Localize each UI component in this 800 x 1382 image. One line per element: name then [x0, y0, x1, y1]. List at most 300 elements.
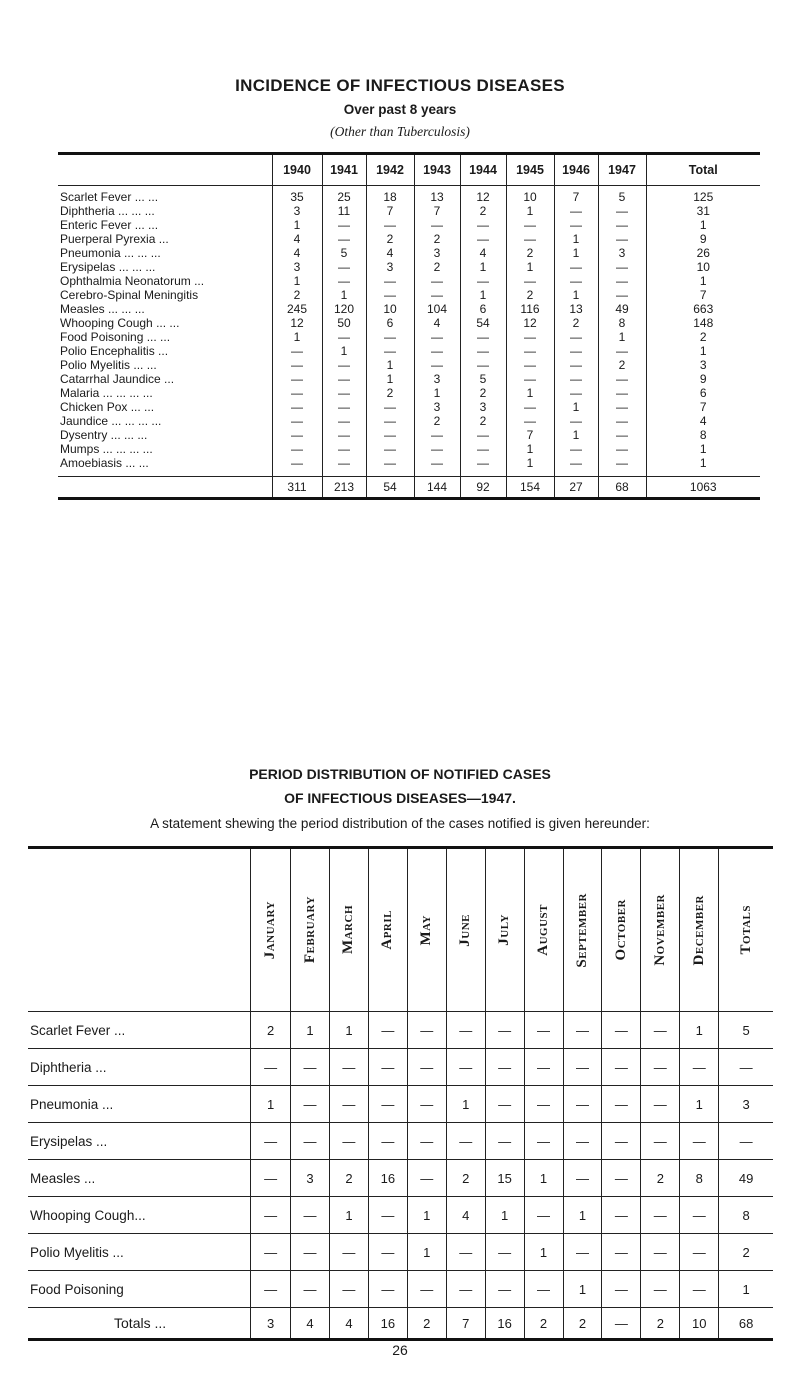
disease-label: Whooping Cough ... ...: [60, 316, 180, 330]
incidence-row: [58, 400, 760, 414]
incidence-cell: —: [554, 386, 598, 400]
period-row: [28, 1197, 773, 1234]
incidence-cell: —: [460, 442, 506, 456]
incidence-row: [58, 232, 760, 246]
incidence-cell: 9: [646, 232, 760, 246]
period-cell: —: [641, 1012, 680, 1049]
incidence-cell: —: [414, 456, 460, 477]
period-cell: —: [368, 1234, 407, 1271]
disease-label: Catarrhal Jaundice ...: [60, 372, 175, 386]
incidence-cell: —: [322, 428, 366, 442]
disease-label: Polio Myelitis ... ...: [60, 358, 157, 372]
incidence-cell: —: [554, 218, 598, 232]
incidence-cell: 1: [506, 260, 554, 274]
incidence-header-year: 1947: [598, 154, 646, 186]
disease-label: Polio Encephalitis ...: [60, 344, 169, 358]
incidence-row: [58, 218, 760, 232]
period-total-cell: 2: [407, 1308, 446, 1340]
period-cell: 1: [407, 1197, 446, 1234]
incidence-cell: 1: [646, 274, 760, 288]
incidence-total-cell: 68: [598, 477, 646, 499]
disease-label: Erysipelas ... ... ...: [60, 260, 156, 274]
period-cell: —: [291, 1086, 330, 1123]
incidence-table: [58, 152, 760, 500]
incidence-cell: 5: [322, 246, 366, 260]
period-cell: 1: [524, 1234, 563, 1271]
incidence-row: [58, 442, 760, 456]
period-row: [28, 1234, 773, 1271]
period-cell: 1: [719, 1271, 773, 1308]
period-cell: 4: [446, 1197, 485, 1234]
incidence-cell: —: [414, 274, 460, 288]
period-total-cell: 3: [251, 1308, 291, 1340]
period-cell: —: [368, 1049, 407, 1086]
incidence-cell: —: [322, 218, 366, 232]
incidence-total-cell: 1063: [646, 477, 760, 499]
incidence-cell: 1: [366, 372, 414, 386]
period-header-month: [368, 848, 407, 1012]
incidence-cell: —: [366, 274, 414, 288]
period-header-label: April: [379, 910, 396, 950]
period-cell: —: [291, 1197, 330, 1234]
period-cell: 1: [407, 1234, 446, 1271]
incidence-cell: —: [272, 358, 322, 372]
period-cell: —: [329, 1049, 368, 1086]
incidence-cell: 6: [366, 316, 414, 330]
period-disease-label: Diphtheria ...: [28, 1049, 251, 1086]
period-header-month: [524, 848, 563, 1012]
period-header-month: [329, 848, 368, 1012]
incidence-cell: —: [506, 372, 554, 386]
period-cell: 1: [563, 1271, 602, 1308]
incidence-cell: 1: [322, 344, 366, 358]
disease-label: Dysentry ... ... ...: [60, 428, 148, 442]
incidence-cell: 35: [272, 186, 322, 205]
incidence-row: [58, 414, 760, 428]
incidence-cell: —: [414, 428, 460, 442]
period-row: [28, 1123, 773, 1160]
period-cell: —: [446, 1012, 485, 1049]
incidence-cell: 4: [272, 232, 322, 246]
period-cell: —: [329, 1123, 368, 1160]
incidence-cell: —: [506, 330, 554, 344]
period-cell: —: [680, 1271, 719, 1308]
incidence-row: [58, 246, 760, 260]
incidence-cell: 120: [322, 302, 366, 316]
period-cell: 2: [446, 1160, 485, 1197]
period-cell: —: [407, 1012, 446, 1049]
incidence-cell: 4: [460, 246, 506, 260]
period-title-line1: PERIOD DISTRIBUTION OF NOTIFIED CASES: [249, 766, 551, 782]
incidence-cell: —: [366, 344, 414, 358]
incidence-cell: 1: [506, 204, 554, 218]
period-cell: —: [602, 1049, 641, 1086]
period-cell: 1: [563, 1197, 602, 1234]
period-cell: —: [329, 1086, 368, 1123]
incidence-cell: 2: [646, 330, 760, 344]
disease-label: Ophthalmia Neonatorum ...: [60, 274, 205, 288]
period-cell: 1: [485, 1197, 524, 1234]
incidence-cell: 1: [646, 456, 760, 477]
incidence-cell: —: [554, 260, 598, 274]
incidence-total-cell: 144: [414, 477, 460, 499]
period-cell: —: [641, 1086, 680, 1123]
incidence-cell: 10: [646, 260, 760, 274]
period-totals-label: Totals ...: [28, 1308, 251, 1340]
incidence-note: (Other than Tuberculosis): [330, 124, 470, 139]
period-cell: —: [602, 1234, 641, 1271]
incidence-cell: 1: [460, 288, 506, 302]
incidence-cell: —: [460, 330, 506, 344]
incidence-subtitle: Over past 8 years: [343, 102, 457, 117]
incidence-cell: —: [322, 414, 366, 428]
incidence-cell: 1: [506, 442, 554, 456]
incidence-cell: —: [554, 330, 598, 344]
period-cell: —: [680, 1197, 719, 1234]
incidence-row: [58, 330, 760, 344]
incidence-total-cell: 311: [272, 477, 322, 499]
incidence-cell: 116: [506, 302, 554, 316]
period-cell: —: [641, 1234, 680, 1271]
incidence-cell: —: [598, 204, 646, 218]
incidence-cell: —: [366, 288, 414, 302]
incidence-cell: —: [506, 414, 554, 428]
incidence-cell: —: [506, 358, 554, 372]
incidence-cell: 25: [322, 186, 366, 205]
incidence-cell: —: [598, 288, 646, 302]
period-cell: —: [602, 1271, 641, 1308]
incidence-cell: —: [598, 232, 646, 246]
incidence-total-cell: 154: [506, 477, 554, 499]
period-row: [28, 1049, 773, 1086]
incidence-cell: 1: [554, 400, 598, 414]
incidence-cell: —: [554, 358, 598, 372]
incidence-cell: 4: [272, 246, 322, 260]
incidence-cell: 148: [646, 316, 760, 330]
disease-label: Enteric Fever ... ...: [60, 218, 159, 232]
incidence-title: INCIDENCE OF INFECTIOUS DISEASES: [235, 76, 565, 95]
incidence-cell: 13: [414, 186, 460, 205]
disease-label: Mumps ... ... ... ...: [60, 442, 153, 456]
period-cell: 1: [680, 1012, 719, 1049]
period-cell: 2: [719, 1234, 773, 1271]
period-cell: 1: [524, 1160, 563, 1197]
incidence-row: [58, 456, 760, 477]
incidence-cell: —: [322, 274, 366, 288]
incidence-cell: —: [460, 232, 506, 246]
incidence-header-row: [58, 154, 760, 186]
period-cell: —: [563, 1123, 602, 1160]
period-header-month: [602, 848, 641, 1012]
period-disease-label: Pneumonia ...: [28, 1086, 251, 1123]
disease-label: Measles ... ... ...: [60, 302, 145, 316]
incidence-cell: 1: [554, 428, 598, 442]
period-total-cell: 7: [446, 1308, 485, 1340]
incidence-totals-row: [58, 477, 760, 499]
incidence-cell: —: [506, 232, 554, 246]
period-cell: —: [251, 1160, 291, 1197]
incidence-row: [58, 428, 760, 442]
incidence-cell: 12: [460, 186, 506, 205]
disease-label: Puerperal Pyrexia ...: [60, 232, 169, 246]
incidence-cell: 2: [460, 414, 506, 428]
period-header-row: [28, 848, 773, 1012]
incidence-cell: —: [322, 372, 366, 386]
incidence-header-year: 1943: [414, 154, 460, 186]
period-cell: —: [251, 1123, 291, 1160]
period-statement: A statement shewing the period distribution of the cases notified is given hereunder:: [150, 816, 650, 831]
incidence-cell: —: [322, 442, 366, 456]
incidence-cell: 2: [414, 414, 460, 428]
incidence-cell: 50: [322, 316, 366, 330]
incidence-cell: 663: [646, 302, 760, 316]
incidence-cell: 2: [272, 288, 322, 302]
period-cell: —: [602, 1086, 641, 1123]
period-total-cell: —: [602, 1308, 641, 1340]
incidence-cell: 4: [366, 246, 414, 260]
incidence-cell: 5: [460, 372, 506, 386]
period-cell: —: [524, 1086, 563, 1123]
incidence-cell: 31: [646, 204, 760, 218]
period-total-cell: 16: [485, 1308, 524, 1340]
incidence-cell: 2: [460, 386, 506, 400]
period-cell: —: [602, 1123, 641, 1160]
incidence-cell: 3: [646, 358, 760, 372]
period-header-label: June: [457, 913, 474, 947]
incidence-cell: —: [272, 428, 322, 442]
incidence-cell: 2: [506, 288, 554, 302]
incidence-row: [58, 386, 760, 400]
period-cell: —: [291, 1234, 330, 1271]
disease-label: Chicken Pox ... ...: [60, 400, 155, 414]
incidence-cell: 125: [646, 186, 760, 205]
incidence-total-cell: 213: [322, 477, 366, 499]
incidence-cell: 49: [598, 302, 646, 316]
incidence-cell: 1: [554, 232, 598, 246]
period-header-month: [719, 848, 773, 1012]
period-disease-label: Polio Myelitis ...: [28, 1234, 251, 1271]
period-cell: —: [680, 1234, 719, 1271]
incidence-cell: 18: [366, 186, 414, 205]
incidence-header-year: 1941: [322, 154, 366, 186]
period-header-label: March: [340, 905, 357, 955]
incidence-row: [58, 288, 760, 302]
period-cell: —: [446, 1123, 485, 1160]
period-cell: —: [563, 1086, 602, 1123]
period-cell: —: [368, 1123, 407, 1160]
incidence-cell: —: [506, 274, 554, 288]
period-header-month: [251, 848, 291, 1012]
incidence-row: [58, 316, 760, 330]
incidence-cell: —: [554, 344, 598, 358]
period-cell: —: [602, 1012, 641, 1049]
period-header-label: December: [690, 894, 707, 966]
incidence-cell: 3: [414, 246, 460, 260]
period-header-month: [291, 848, 330, 1012]
incidence-cell: 2: [460, 204, 506, 218]
incidence-cell: 54: [460, 316, 506, 330]
incidence-cell: —: [506, 400, 554, 414]
incidence-cell: 3: [272, 204, 322, 218]
disease-label: Scarlet Fever ... ...: [58, 186, 272, 205]
incidence-cell: —: [272, 456, 322, 477]
incidence-cell: 3: [366, 260, 414, 274]
period-cell: —: [485, 1123, 524, 1160]
incidence-cell: 2: [414, 260, 460, 274]
period-total-cell: 10: [680, 1308, 719, 1340]
period-cell: —: [368, 1012, 407, 1049]
period-total-cell: 2: [641, 1308, 680, 1340]
incidence-cell: 10: [366, 302, 414, 316]
incidence-total-cell: 54: [366, 477, 414, 499]
incidence-cell: —: [506, 344, 554, 358]
period-cell: —: [563, 1012, 602, 1049]
incidence-cell: —: [414, 358, 460, 372]
period-row: [28, 1086, 773, 1123]
incidence-cell: —: [322, 358, 366, 372]
incidence-cell: —: [272, 372, 322, 386]
period-cell: —: [329, 1234, 368, 1271]
period-cell: —: [251, 1197, 291, 1234]
period-header-month: [680, 848, 719, 1012]
incidence-cell: 4: [646, 414, 760, 428]
incidence-cell: —: [414, 330, 460, 344]
incidence-cell: —: [598, 274, 646, 288]
period-cell: —: [485, 1086, 524, 1123]
incidence-header-total: Total: [646, 154, 760, 186]
incidence-cell: 1: [646, 442, 760, 456]
incidence-cell: —: [460, 274, 506, 288]
incidence-cell: —: [598, 218, 646, 232]
incidence-cell: 6: [460, 302, 506, 316]
period-cell: —: [446, 1234, 485, 1271]
incidence-cell: —: [366, 456, 414, 477]
period-header-month: [485, 848, 524, 1012]
incidence-cell: 245: [272, 302, 322, 316]
incidence-cell: 1: [272, 274, 322, 288]
period-title-line2: OF INFECTIOUS DISEASES—1947.: [284, 790, 516, 806]
disease-label: Jaundice ... ... ... ...: [60, 414, 162, 428]
incidence-cell: 8: [646, 428, 760, 442]
incidence-cell: —: [414, 442, 460, 456]
incidence-cell: 5: [598, 186, 646, 205]
incidence-cell: 1: [272, 218, 322, 232]
incidence-cell: —: [322, 456, 366, 477]
incidence-cell: 9: [646, 372, 760, 386]
incidence-cell: 8: [598, 316, 646, 330]
incidence-header-blank: [58, 154, 272, 186]
period-cell: —: [563, 1234, 602, 1271]
period-cell: —: [329, 1271, 368, 1308]
incidence-row: [58, 204, 760, 218]
incidence-cell: —: [554, 274, 598, 288]
incidence-cell: 1: [506, 386, 554, 400]
incidence-cell: 3: [598, 246, 646, 260]
period-cell: —: [291, 1049, 330, 1086]
incidence-cell: —: [554, 456, 598, 477]
period-cell: —: [485, 1234, 524, 1271]
period-disease-label: Erysipelas ...: [28, 1123, 251, 1160]
period-total-cell: 4: [329, 1308, 368, 1340]
incidence-total-cell: 27: [554, 477, 598, 499]
incidence-cell: 6: [646, 386, 760, 400]
incidence-cell: —: [460, 456, 506, 477]
period-cell: —: [641, 1271, 680, 1308]
period-cell: —: [291, 1271, 330, 1308]
incidence-cell: 1: [272, 330, 322, 344]
incidence-cell: 4: [414, 316, 460, 330]
incidence-cell: —: [554, 414, 598, 428]
incidence-header-year: 1942: [366, 154, 414, 186]
period-table: [28, 846, 773, 1341]
period-disease-label: Scarlet Fever ...: [28, 1012, 251, 1049]
incidence-cell: 7: [414, 204, 460, 218]
period-cell: 1: [291, 1012, 330, 1049]
period-cell: —: [524, 1123, 563, 1160]
incidence-cell: 2: [366, 386, 414, 400]
incidence-cell: —: [554, 372, 598, 386]
incidence-cell: 12: [272, 316, 322, 330]
incidence-cell: 7: [366, 204, 414, 218]
period-header-label: August: [535, 904, 552, 956]
period-header-label: November: [651, 894, 668, 966]
incidence-cell: 1: [554, 288, 598, 302]
incidence-row: [58, 302, 760, 316]
incidence-cell: 3: [460, 400, 506, 414]
period-header-blank: [28, 848, 251, 1012]
incidence-cell: 26: [646, 246, 760, 260]
period-cell: 8: [719, 1197, 773, 1234]
period-cell: 2: [641, 1160, 680, 1197]
period-cell: —: [485, 1012, 524, 1049]
incidence-cell: —: [272, 344, 322, 358]
period-total-cell: 2: [524, 1308, 563, 1340]
incidence-cell: —: [598, 372, 646, 386]
period-header-month: [641, 848, 680, 1012]
incidence-cell: —: [366, 414, 414, 428]
period-totals-row: [28, 1308, 773, 1340]
period-total-cell: 68: [719, 1308, 773, 1340]
disease-label: Cerebro-Spinal Meningitis: [60, 288, 199, 302]
period-cell: —: [524, 1049, 563, 1086]
period-cell: 1: [251, 1086, 291, 1123]
period-cell: —: [719, 1049, 773, 1086]
incidence-cell: —: [460, 428, 506, 442]
period-cell: —: [251, 1234, 291, 1271]
period-header-label: Totals: [737, 905, 754, 955]
incidence-cell: —: [322, 232, 366, 246]
incidence-cell: 1: [646, 344, 760, 358]
period-cell: 2: [251, 1012, 291, 1049]
incidence-cell: 1: [414, 386, 460, 400]
incidence-cell: 2: [414, 232, 460, 246]
period-disease-label: Food Poisoning: [28, 1271, 251, 1308]
period-cell: —: [641, 1197, 680, 1234]
incidence-cell: —: [366, 442, 414, 456]
incidence-cell: 1: [366, 358, 414, 372]
incidence-cell: —: [460, 218, 506, 232]
period-cell: —: [563, 1160, 602, 1197]
disease-label: Diphtheria ... ... ...: [60, 204, 155, 218]
incidence-row: [58, 260, 760, 274]
period-cell: 49: [719, 1160, 773, 1197]
period-row: [28, 1160, 773, 1197]
period-cell: 1: [680, 1086, 719, 1123]
incidence-cell: —: [366, 428, 414, 442]
incidence-cell: 12: [506, 316, 554, 330]
incidence-cell: —: [598, 386, 646, 400]
period-cell: —: [524, 1012, 563, 1049]
